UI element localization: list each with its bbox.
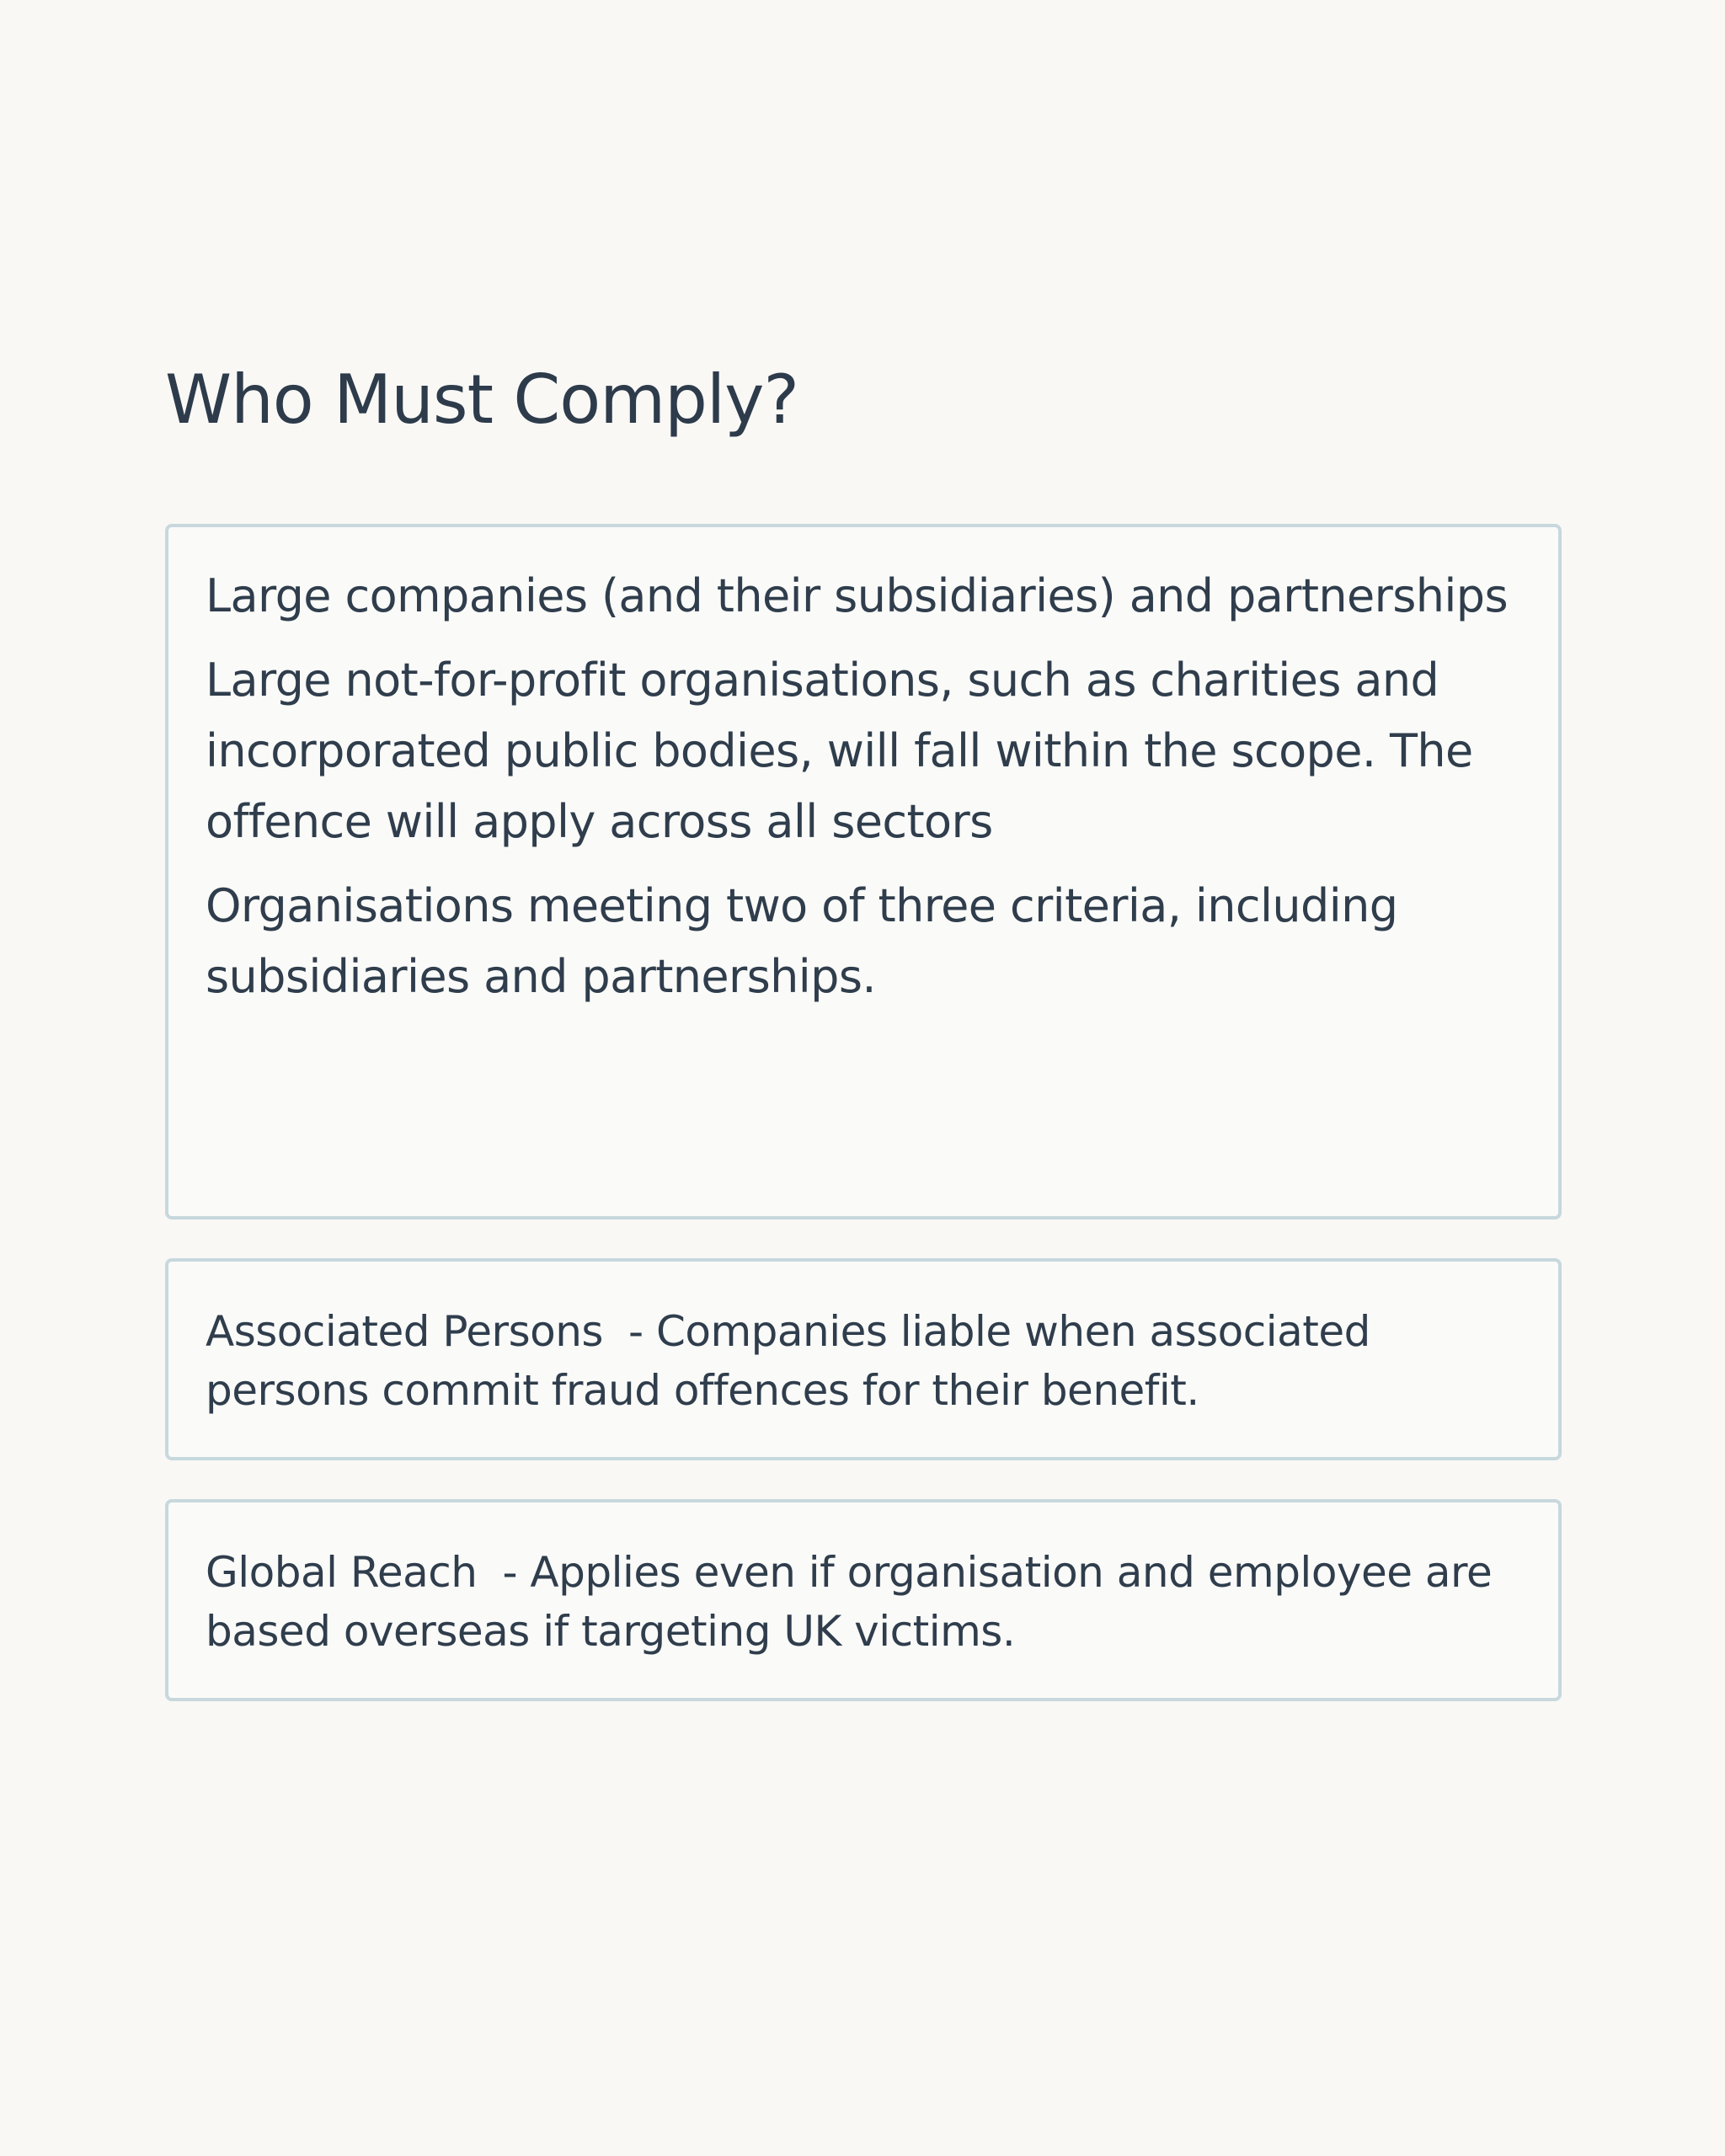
global-reach-label: Global Reach	[206, 1548, 478, 1597]
scope-item-companies: Large companies (and their subsidiaries) and partnerships	[206, 569, 1509, 622]
scope-card	[165, 524, 1562, 1219]
global-reach-text	[206, 1543, 1521, 1661]
global-reach-separator: -	[502, 1548, 518, 1597]
associated-persons-description: Companies liable when associated persons commit fraud offences for their benefit.	[206, 1307, 1370, 1415]
associated-persons-separator: -	[628, 1307, 644, 1356]
document-page	[165, 354, 1562, 1656]
scope-item-criteria: Organisations meeting two of three criteria, including subsidiaries and partnerships.	[206, 879, 1398, 1003]
associated-persons-label: Associated Persons	[206, 1307, 603, 1356]
scope-item-not-for-profit: Large not-for-profit organisations, such as charities and incorporated public bodies, will fall within the scope. The offence will apply across all sectors	[206, 654, 1473, 848]
associated-persons-card	[165, 1258, 1562, 1460]
page-title: Who Must Comply?	[165, 360, 798, 439]
associated-persons-text	[206, 1302, 1521, 1420]
global-reach-description: Applies even if organisation and employee are based overseas if targeting UK victims.	[206, 1548, 1493, 1656]
global-reach-card	[165, 1499, 1562, 1701]
